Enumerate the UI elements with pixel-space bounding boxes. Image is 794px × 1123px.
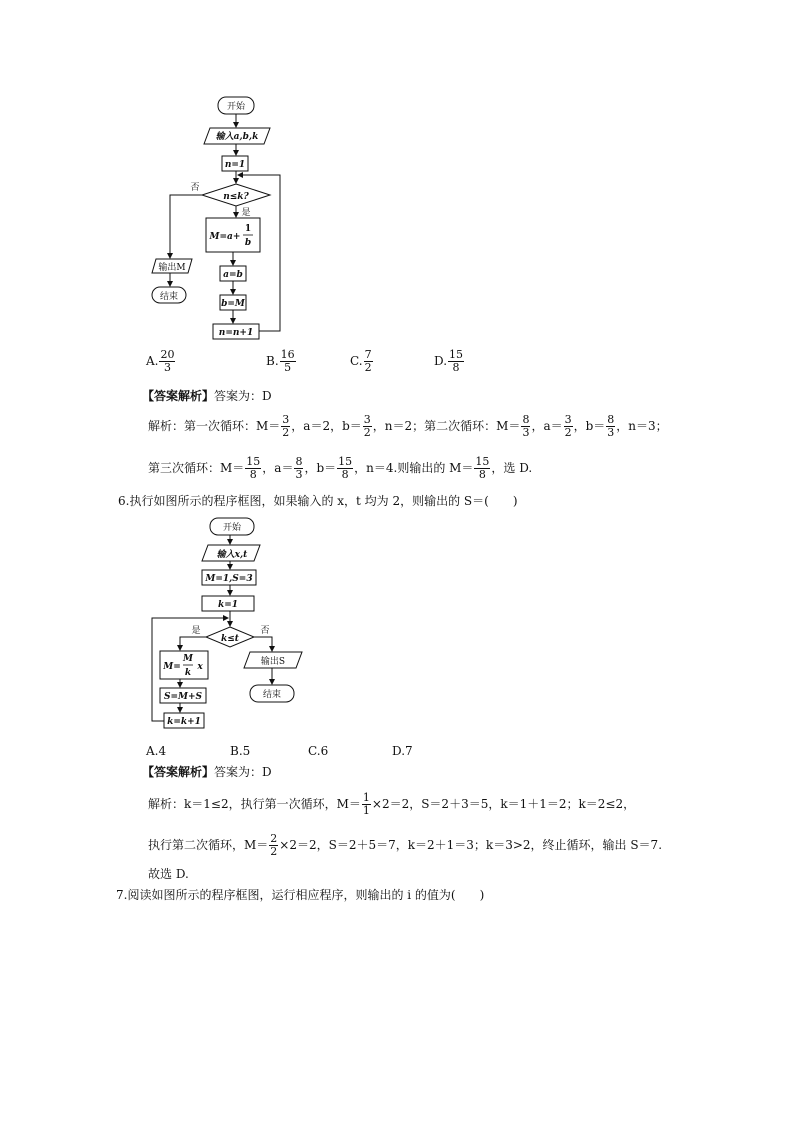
q5-solution-line2: 第三次循环：M＝ $\frac{15}{8}$ ，a＝ $\frac{8}{3}$ ，b＝ $\frac{15}{8}$ ，n＝4.则输出的 M＝ $\frac{15}{8}$ ，选 D. xyxy=(148,455,533,481)
condition-label: n≤k? xyxy=(223,192,249,202)
q6-option-b: B.5 xyxy=(230,744,251,758)
input-label: 输入x,t xyxy=(216,550,248,560)
init2-label: k=1 xyxy=(217,600,239,610)
body-rhs: x xyxy=(197,662,203,672)
output-label: 输出M xyxy=(158,263,186,273)
body-lhs: M=a+ xyxy=(209,232,241,242)
body-num: 1 xyxy=(244,224,252,234)
q6-solution-line2: 执行第二次循环，M＝ $\frac{2}{2}$ ×2＝2，S＝2＋5＝7，k＝2＋1＝3；k＝3>2，终止循环，输出 S＝7. xyxy=(148,832,663,858)
q6-option-c: C.6 xyxy=(308,744,329,758)
yes-label: 是 xyxy=(191,626,201,636)
assign-a-label: a=b xyxy=(223,270,243,280)
q6-option-d: D.7 xyxy=(392,744,413,758)
body-num: M xyxy=(183,654,193,664)
q5-option-b: B. $\frac{16}{5}$ xyxy=(266,348,295,374)
flowchart-q5 xyxy=(130,90,310,345)
flowchart-q6 xyxy=(140,512,320,737)
increment-label: k=k+1 xyxy=(167,717,201,727)
q6-solution-line1: 解析：k＝1≤2，执行第一次循环，M＝ $\frac{1}{1}$ ×2＝2，S＝2＋3＝5，k＝1＋1＝2；k＝2≤2， xyxy=(148,791,636,817)
q5-option-d: D. $\frac{15}{8}$ xyxy=(434,348,464,374)
no-label: 否 xyxy=(190,183,200,193)
init1-label: M=1,S=3 xyxy=(205,574,253,584)
q6-solution-line3: 故选 D. xyxy=(148,867,189,881)
q5-answer: 【答案解析】答案为：D xyxy=(142,389,272,403)
init-label: n=1 xyxy=(224,160,246,170)
assign-b-label: b=M xyxy=(221,299,245,309)
input-label: 输入a,b,k xyxy=(215,132,259,142)
no-label: 否 xyxy=(260,626,270,636)
q5-solution-line1: 解析：第一次循环：M＝ $\frac{3}{2}$ ，a＝2，b＝ $\frac{3}{2}$ ，n＝2；第二次循环：M＝ $\frac{8}{3}$ ，a＝ $\frac{3}{2}$ ，b＝ $\frac{8}{3}$ ，n＝3； xyxy=(148,413,668,439)
yes-label: 是 xyxy=(241,208,251,218)
answer-tag: 【答案解析】 xyxy=(142,765,215,779)
q5-option-a: A. $\frac{20}{3}$ xyxy=(146,348,175,374)
end-label: 结束 xyxy=(262,690,282,700)
q6-answer: 【答案解析】答案为：D xyxy=(142,765,272,779)
q7-question: 7.阅读如图所示的程序框图，运行相应程序，则输出的 i 的值为( ) xyxy=(116,888,485,902)
end-label: 结束 xyxy=(159,292,179,302)
start-label: 开始 xyxy=(222,523,242,533)
q6-option-a: A.4 xyxy=(146,744,167,758)
body-lhs: M= xyxy=(163,662,181,672)
increment-label: n=n+1 xyxy=(218,328,254,338)
answer-tag: 【答案解析】 xyxy=(142,389,215,403)
assign-label: S=M+S xyxy=(163,692,203,702)
start-label: 开始 xyxy=(226,102,246,112)
body-den: b xyxy=(244,238,252,248)
output-label: 输出S xyxy=(260,657,286,667)
q5-option-c: C. $\frac{7}{2}$ xyxy=(350,348,372,374)
body-den: k xyxy=(184,668,192,678)
q6-question: 6.执行如图所示的程序框图，如果输入的 x，t 均为 2，则输出的 S＝( ) xyxy=(118,494,518,508)
condition-label: k≤t xyxy=(221,634,239,644)
